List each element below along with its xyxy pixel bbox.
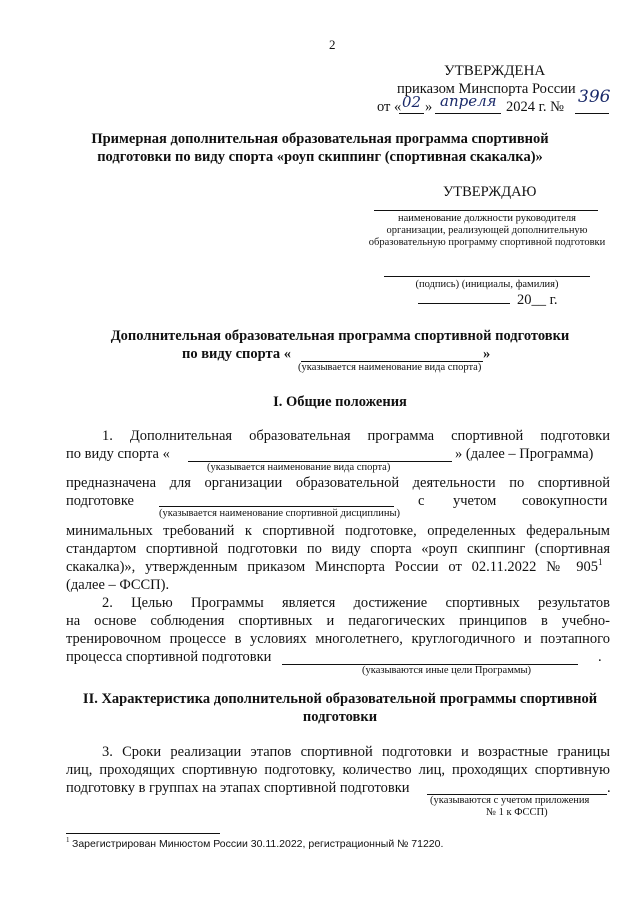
program-title-line1: Дополнительная образовательная программа спортивной подготовки [110,328,570,344]
p1-line4-e: совокупности [522,493,608,509]
order-from: от « [377,99,402,115]
p1-line7: скакалка)», утвержденным приказом Минспорта России от 02.11.2022 № 905 [66,559,598,575]
p1-line5: минимальных требований к спортивной подготовке, определенных федеральным [66,523,610,539]
p3-line2: лиц, проходящих спортивную подготовку, количество лиц, проходящих спортивную [66,762,610,778]
doc-title-line1: Примерная дополнительная образовательная программа спортивной [91,131,549,147]
section2-heading-line1: II. Характеристика дополнительной образовательной программы спортивной [82,691,598,707]
footnote-separator [66,833,220,834]
order-line: приказом Минспорта России [397,81,576,97]
section1-heading: I. Общие положения [273,394,407,410]
p2-line3: тренировочном процессе в условиях многолетнего, круглогодичного и поэтапного [66,631,610,647]
p1-line2-start: по виду спорта « [66,446,170,462]
page-number: 2 [329,37,336,52]
p1-line4-start: подготовке [66,493,134,509]
p2-goals-hint: (указываются иные цели Программы) [362,665,532,676]
program-title-line2-end: » [483,346,491,362]
signature-hint: (подпись) (инициалы, фамилия) [415,279,559,290]
p2-line1: 2. Целью Программы является достижение спортивных результатов [102,595,610,611]
footnote-ref-mark: 1 [598,557,603,567]
approve-label: УТВЕРЖДАЮ [443,184,537,200]
footnote-mark: 1 [66,836,70,844]
position-hint-3: образовательную программу спортивной подготовки [368,237,606,248]
position-hint-1: наименование должности руководителя [398,213,576,224]
order-number-handwritten: 396 [578,87,611,107]
order-day-handwritten: 02 [402,93,422,111]
approved-label: УТВЕРЖДЕНА [444,63,546,79]
p3-line3: подготовку в группах на этапах спортивной подготовки [66,780,410,796]
order-year: 2024 г. № [506,99,565,115]
p1-line6: стандартом спортивной подготовки по виду спорта «роуп скиппинг (спортивная [66,541,610,557]
p1-sport-hint: (указывается наименование вида спорта) [207,462,391,473]
p1-line2-end: » (далее – Программа) [455,446,594,462]
order-close-quote: » [425,99,433,115]
month-underline [435,113,501,114]
p3-line1: 3. Сроки реализации этапов спортивной подготовки и возрастные границы [102,744,610,760]
position-line [374,210,598,211]
day-underline [399,113,424,114]
p2-end: . [598,649,602,665]
number-underline [575,113,609,114]
p1-line1: 1. Дополнительная образовательная программа спортивной подготовки [102,428,610,444]
footnote-text: Зарегистрирован Минюстом России 30.11.2022, регистрационный № 71220. [72,838,444,850]
date-year: 20__ г. [517,292,558,308]
position-hint-2: организации, реализующей дополнительную [386,225,588,236]
p1-discipline-hint: (указывается наименование спортивной дисциплины) [159,508,401,519]
order-month-handwritten: апреля [440,92,497,110]
p2-line2: на основе соблюдения спортивных и педагогических принципов в учебно- [66,613,610,629]
p1-line8: (далее – ФССП). [66,577,170,593]
date-line [418,303,510,304]
p2-line4: процесса спортивной подготовки [66,649,272,665]
p3-app-hint-1: (указываются с учетом приложения [430,795,590,806]
program-sport-hint: (указывается наименование вида спорта) [298,362,482,373]
signature-line [384,276,590,277]
doc-title-line2: подготовки по виду спорта «роуп скиппинг (спортивная скакалка)» [97,149,543,165]
p1-line4-c: с [418,493,425,509]
section2-heading-line2: подготовки [302,709,378,725]
program-title-line2-start: по виду спорта « [182,346,291,362]
p1-discipline-line [159,506,394,507]
p3-app-hint-2: № 1 к ФССП) [486,807,548,818]
p1-line4-d: учетом [453,493,497,509]
p1-line3: предназначена для организации образовательной деятельности по спортивной [66,475,610,491]
p3-end: . [607,780,611,796]
